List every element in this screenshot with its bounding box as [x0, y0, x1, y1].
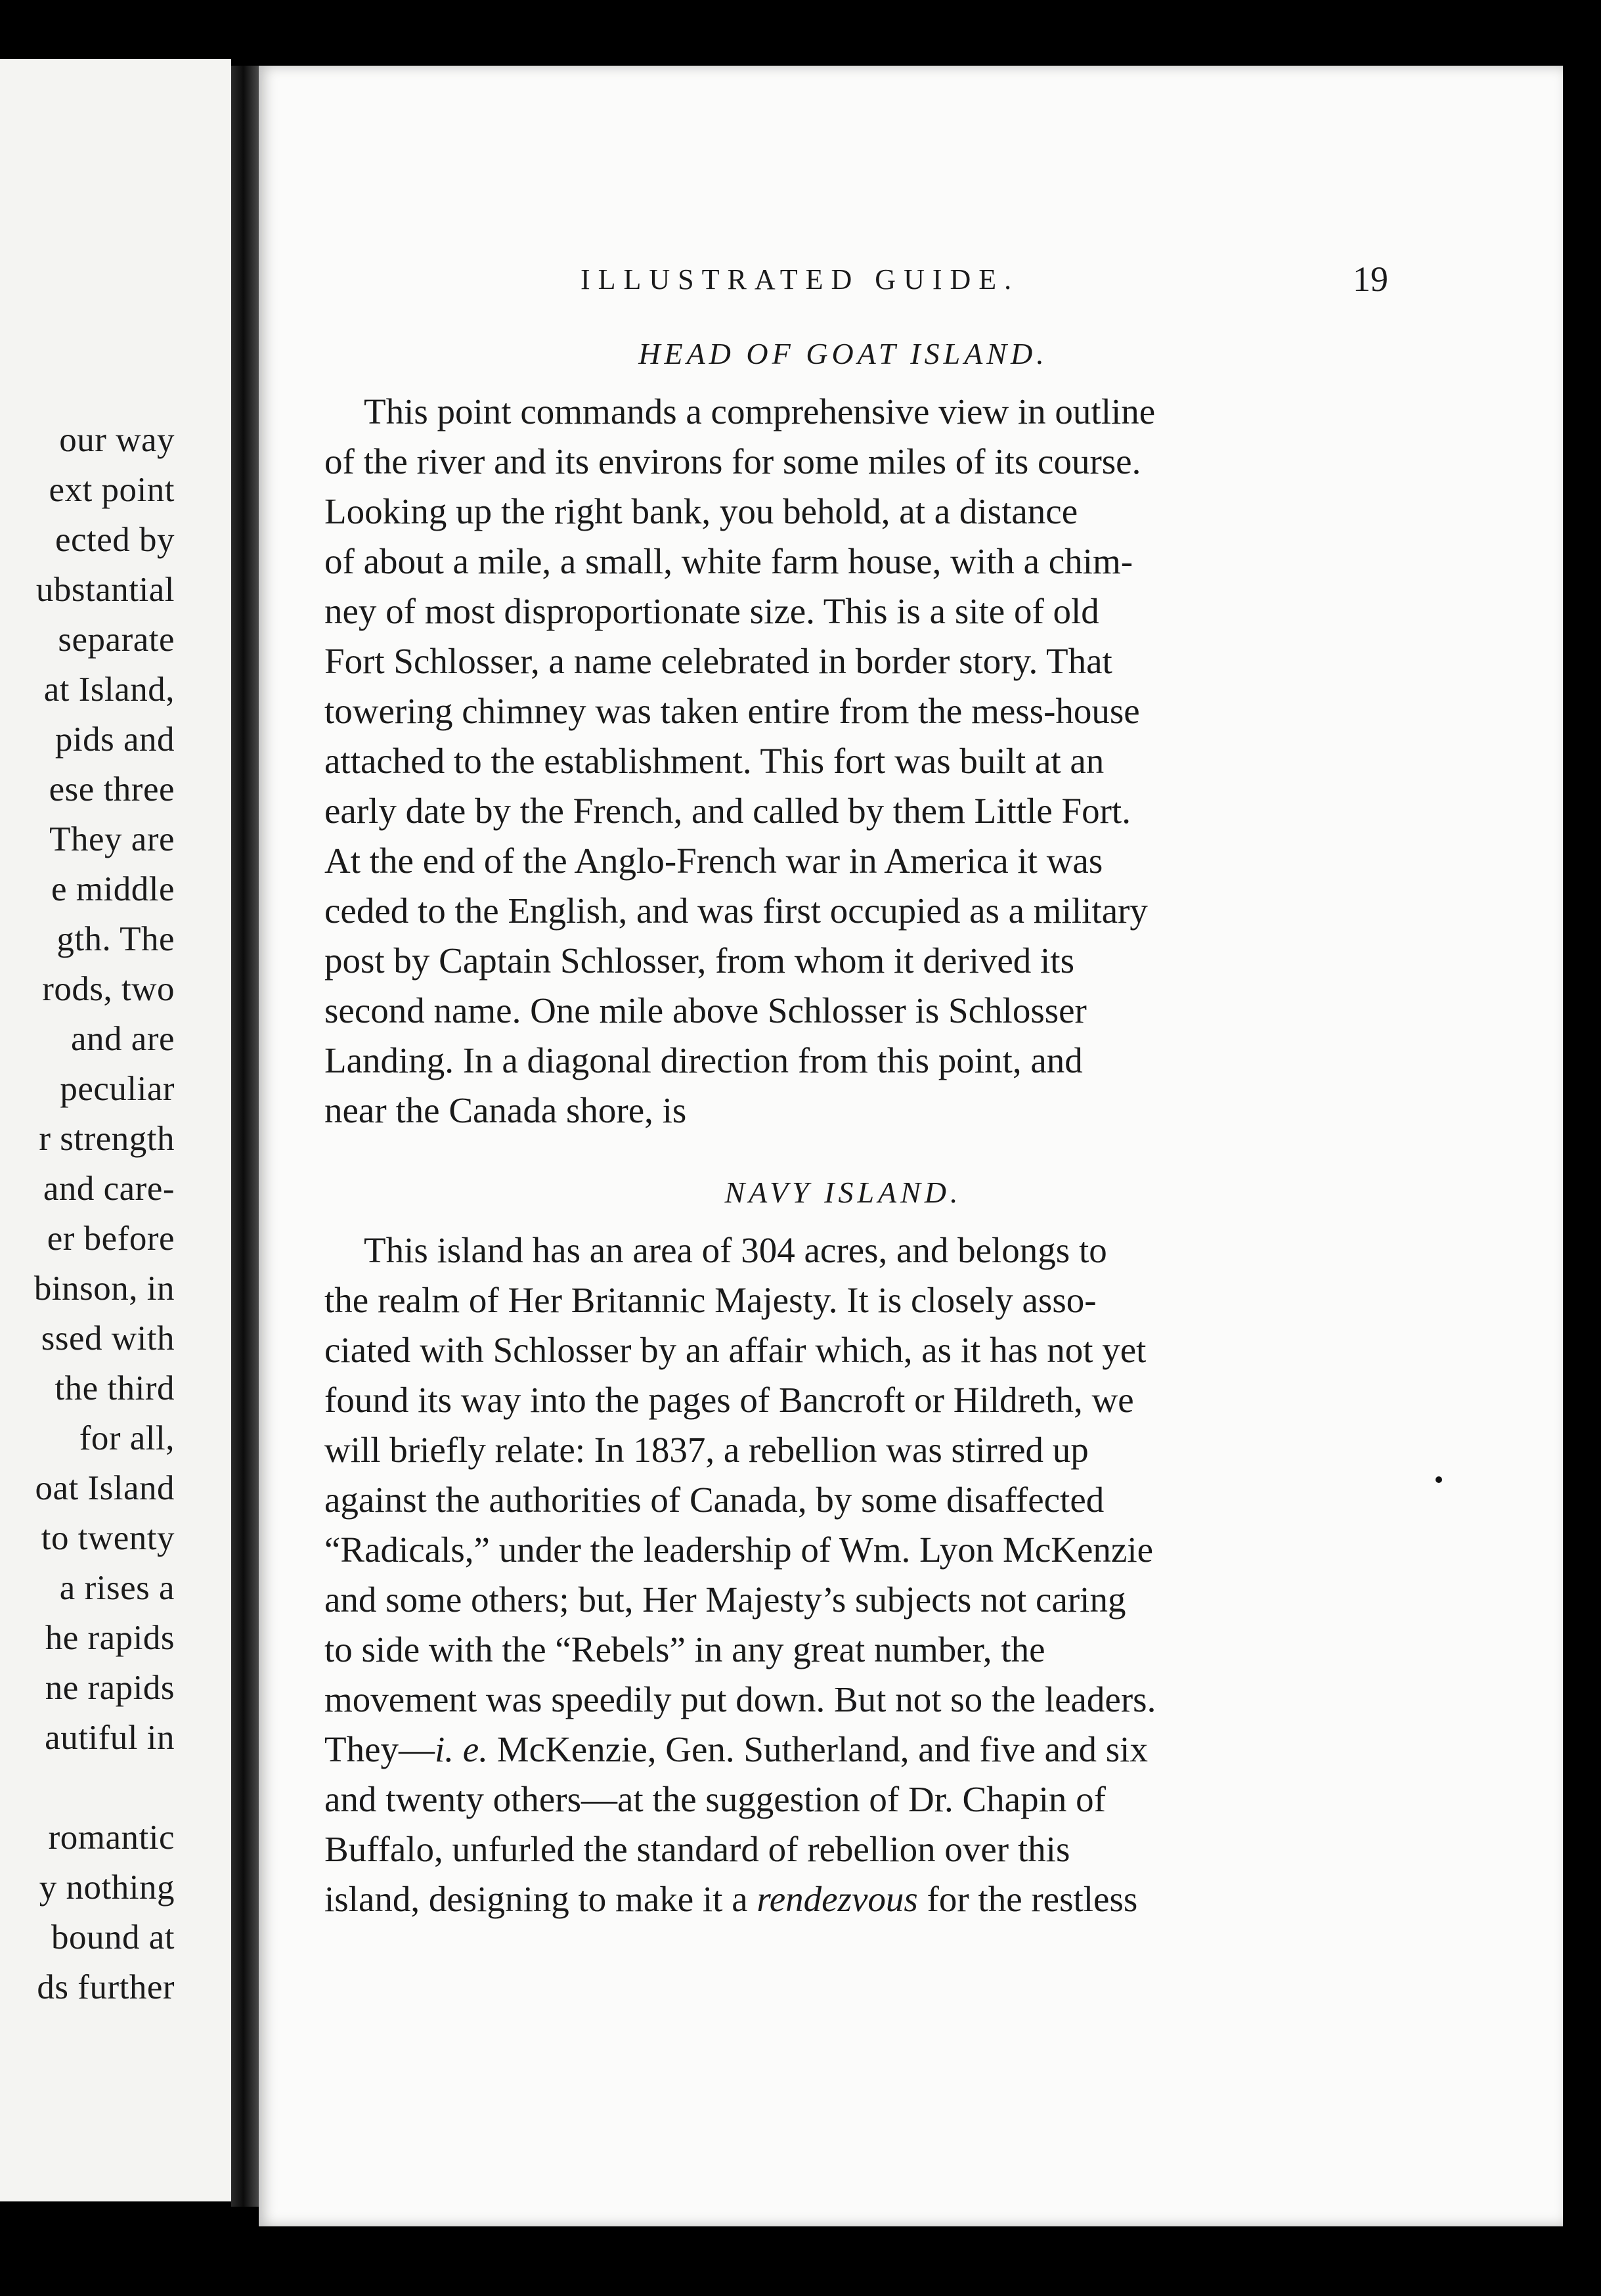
- text-line: ceded to the English, and was first occupied as a military: [324, 891, 1148, 931]
- facing-page-line: ubstantial: [35, 571, 175, 609]
- facing-page-line: a rises a: [59, 1569, 175, 1607]
- text-line: movement was speedily put down. But not so the leaders.: [324, 1679, 1156, 1719]
- text-line: will briefly relate: In 1837, a rebellion was stirred up: [324, 1430, 1089, 1470]
- text-line: and some others; but, Her Majesty’s subjects not caring: [324, 1579, 1126, 1620]
- running-head-title: ILLUSTRATED GUIDE.: [581, 263, 1020, 296]
- facing-page-line: ne rapids: [45, 1669, 175, 1707]
- text-line: post by Captain Schlosser, from whom it derived its: [324, 940, 1074, 981]
- text-line: the realm of Her Britannic Majesty. It is closely asso-: [324, 1280, 1097, 1320]
- facing-page-line: the third: [55, 1369, 175, 1407]
- text-line: Buffalo, unfurled the standard of rebellion over this: [324, 1829, 1070, 1869]
- text-line: second name. One mile above Schlosser is Schlosser: [324, 990, 1087, 1030]
- text-line: Landing. In a diagonal direction from this point, and: [324, 1040, 1083, 1080]
- text-line: “Radicals,” under the leadership of Wm. Lyon McKenzie: [324, 1530, 1154, 1570]
- facing-page-line: to twenty: [41, 1519, 175, 1557]
- facing-page-line: ese three: [49, 770, 175, 808]
- facing-page-line: he rapids: [45, 1619, 175, 1657]
- text-line: towering chimney was taken entire from the mess-house: [324, 691, 1140, 731]
- page-19: [259, 66, 1563, 2226]
- facing-page-text: [0, 415, 175, 2012]
- facing-page-line: [0, 1763, 175, 1813]
- facing-page-line: gth. The: [56, 920, 175, 958]
- text-line: to side with the “Rebels” in any great number, the: [324, 1629, 1045, 1669]
- facing-page-line: at Island,: [43, 671, 175, 709]
- text-line: found its way into the pages of Bancroft or Hildreth, we: [324, 1380, 1134, 1420]
- facing-page-line: our way: [59, 421, 175, 459]
- facing-page-line: and care-: [43, 1170, 175, 1208]
- scan-speck: [1436, 1476, 1442, 1483]
- text-line: They—i. e. McKenzie, Gen. Sutherland, and five and six: [324, 1729, 1148, 1769]
- facing-page-line: ds further: [37, 1968, 175, 2006]
- facing-page-line: y nothing: [39, 1868, 175, 1907]
- text-line: against the authorities of Canada, by some disaffected: [324, 1480, 1105, 1520]
- paragraph-head-of-goat-island: [324, 387, 1362, 1136]
- facing-page-line: for all,: [79, 1419, 175, 1457]
- text-line: island, designing to make it a rendezvous for the restless: [324, 1879, 1138, 1919]
- text-line: ney of most disproportionate size. This is a site of old: [324, 591, 1099, 631]
- section-heading-navy-island: NAVY ISLAND.: [724, 1176, 962, 1209]
- facing-page-left: [0, 59, 231, 2201]
- facing-page-line: ssed with: [41, 1319, 175, 1358]
- facing-page-line: and are: [71, 1020, 175, 1058]
- facing-page-line: peculiar: [60, 1070, 175, 1108]
- page-number: 19: [1353, 259, 1388, 299]
- facing-page-line: They are: [49, 820, 175, 858]
- text-line: early date by the French, and called by them Little Fort.: [324, 791, 1131, 831]
- facing-page-line: ected by: [55, 521, 175, 559]
- facing-page-line: er before: [47, 1220, 175, 1258]
- facing-page-line: ext point: [49, 471, 175, 509]
- facing-page-line: rods, two: [42, 970, 175, 1008]
- facing-page-line: autiful in: [45, 1719, 175, 1757]
- text-line: ciated with Schlosser by an affair which, as it has not yet: [324, 1330, 1147, 1370]
- facing-page-line: e middle: [51, 870, 175, 908]
- text-line: At the end of the Anglo-French war in America it was: [324, 841, 1103, 881]
- page-content: [324, 259, 1388, 1924]
- facing-page-line: r strength: [39, 1120, 175, 1158]
- text-line: Looking up the right bank, you behold, at a distance: [324, 491, 1078, 531]
- facing-page-line: bound at: [51, 1918, 175, 1956]
- text-line: of the river and its environs for some miles of its course.: [324, 441, 1141, 481]
- facing-page-line: separate: [58, 621, 175, 659]
- facing-page-line: romantic: [48, 1819, 175, 1857]
- text-line: This point commands a comprehensive view in outline: [364, 391, 1156, 431]
- text-line: Fort Schlosser, a name celebrated in border story. That: [324, 641, 1112, 681]
- text-line: attached to the establishment. This fort was built at an: [324, 741, 1105, 781]
- facing-page-line: pids and: [55, 720, 175, 759]
- text-line: near the Canada shore, is: [324, 1090, 687, 1130]
- facing-page-line: binson, in: [33, 1269, 175, 1308]
- text-line: of about a mile, a small, white farm house, with a chim-: [324, 541, 1133, 581]
- book-gutter: [231, 66, 259, 2207]
- section-heading-head-of-goat-island: HEAD OF GOAT ISLAND.: [638, 337, 1048, 370]
- paragraph-navy-island: [324, 1225, 1362, 1924]
- facing-page-line: oat Island: [35, 1469, 175, 1507]
- text-line: This island has an area of 304 acres, and belongs to: [364, 1230, 1107, 1270]
- running-head: [324, 259, 1388, 315]
- text-line: and twenty others—at the suggestion of Dr. Chapin of: [324, 1779, 1106, 1819]
